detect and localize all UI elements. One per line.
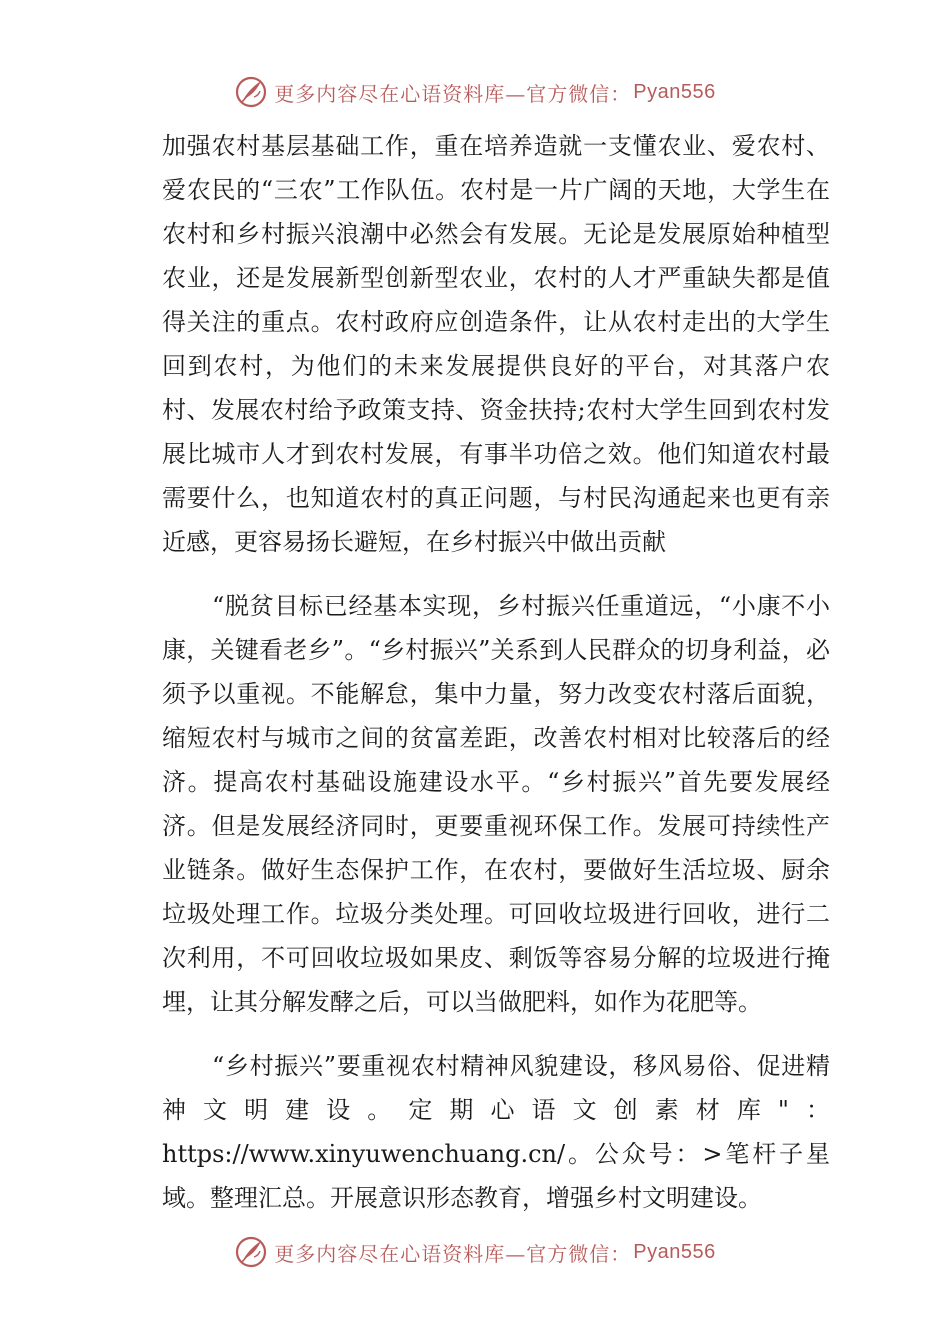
paragraph-3: “乡村振兴”要重视农村精神风貌建设，移风易俗、促进精神文明建设。定期心语文创素材库"：https://www.xinyuwenchuang.cn/。公众号：>笔杆子星域。整理汇总。开展意识形态教育，增强乡村文明建设。	[162, 1052, 830, 1212]
feather-pen-circle-icon	[234, 1235, 268, 1269]
banner-text: 更多内容尽在心语资料库—官方微信：	[274, 81, 632, 106]
footer-banner-text: 更多内容尽在心语资料库—官方微信：	[274, 1241, 632, 1266]
footer-banner	[0, 1232, 950, 1272]
feather-pen-circle-icon	[234, 75, 268, 109]
paragraph-2: “脱贫目标已经基本实现，乡村振兴任重道远，“小康不小康，关键看老乡”。“乡村振兴”关系到人民群众的切身利益，必须予以重视。不能解怠，集中力量，努力改变农村落后面貌，缩短农村与城市之间的贫富差距，改善农村相对比较落后的经济。提高农村基础设施建设水平。“乡村振兴”首先要发展经济。但是发展经济同时，更要重视环保工作。发展可持续性产业链条。做好生态保护工作，在农村，要做好生活垃圾、厨余垃圾处理工作。垃圾分类处理。可回收垃圾进行回收，进行二次利用，不可回收垃圾如果皮、剩饭等容易分解的垃圾进行掩埋，让其分解发酵之后，可以当做肥料，如作为花肥等。	[162, 592, 830, 1016]
footer-wechat-id: Pyan556	[633, 1240, 716, 1263]
header-banner	[0, 72, 950, 112]
document-body	[162, 124, 830, 1220]
paragraph-1: 加强农村基层基础工作，重在培养造就一支懂农业、爱农村、爱农民的“三农”工作队伍。农村是一片广阔的天地，大学生在农村和乡村振兴浪潮中必然会有发展。无论是发展原始种植型农业，还是发展新型创新型农业，农村的人才严重缺失都是值得关注的重点。农村政府应创造条件，让从农村走出的大学生回到农村，为他们的未来发展提供良好的平台，对其落户农村、发展农村给予政策支持、资金扶持;农村大学生回到农村发展比城市人才到农村发展，有事半功倍之效。他们知道农村最需要什么，也知道农村的真正问题，与村民沟通起来也更有亲近感，更容易扬长避短，在乡村振兴中做出贡献	[162, 132, 830, 556]
banner-wechat-id: Pyan556	[633, 80, 716, 103]
